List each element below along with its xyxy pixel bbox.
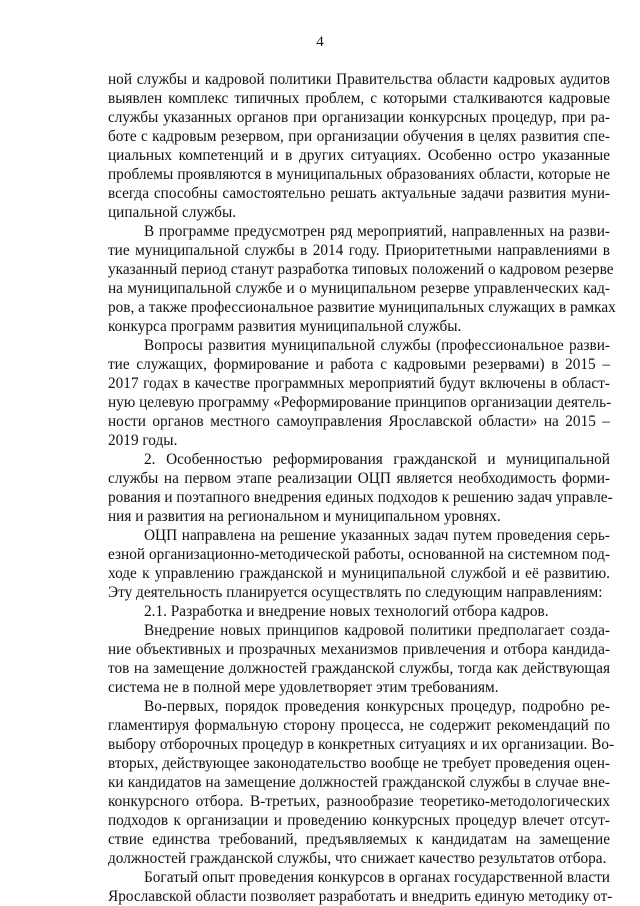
text-line: Ярославской области позволяет разработать и внедрить единую методику от- xyxy=(108,888,613,905)
text-line: тие муниципальной службы в 2014 году. Приоритетными направлениями в xyxy=(108,242,610,259)
text-line: ной службы и кадровой политики Правительства области кадровых аудитов xyxy=(108,71,610,88)
text-line: должностей гражданской службы, что снижает качество результатов отбора. xyxy=(108,850,607,867)
text-line: Во-первых, порядок проведения конкурсных процедур, подробно ре- xyxy=(144,698,610,715)
text-line: гламентируя формальную сторону процесса, не содержит рекомендаций по xyxy=(108,717,610,734)
text-line: Богатый опыт проведения конкурсов в органах государственной власти xyxy=(144,869,610,886)
text-line: ОЦП направлена на решение указанных задач путем проведения серь- xyxy=(144,527,610,544)
text-line: Эту деятельность планируется осуществлять по следующим направлениям: xyxy=(108,584,603,601)
text-line: тие служащих, формирование и работа с кадровыми резервами) в 2015 – xyxy=(108,356,610,373)
text-line: указанный период станут разработка типовых положений о кадровом резерве xyxy=(108,261,614,278)
text-line: ние объективных и прозрачных механизмов привлечения и отбора кандида- xyxy=(108,641,610,658)
text-line: ную целевую программу «Реформирование принципов организации деятель- xyxy=(108,394,612,411)
text-line: проблемы проявляются в муниципальных образованиях области, которые не xyxy=(108,166,610,183)
text-line: ности органов местного самоуправления Ярославской области» на 2015 – xyxy=(108,413,610,430)
text-line: ров, а также профессиональное развитие муниципальных служащих в рамках xyxy=(108,299,616,316)
text-line: боте с кадровым резервом, при организации обучения в целях развития спе- xyxy=(108,128,610,145)
text-line: рования и поэтапного внедрения единых подходов к решению задач управле- xyxy=(108,489,613,506)
text-line: 2. Особенностью реформирования гражданской и муниципальной xyxy=(144,451,610,468)
text-line: выбору отборочных процедур в конкретных ситуациях и их организации. Во- xyxy=(108,736,615,753)
text-line: система не в полной мере удовлетворяет этим требованиям. xyxy=(108,679,499,696)
text-line: службы указанных органов при организации конкурсных процедур, при ра- xyxy=(108,109,610,126)
text-line: конкурса программ развития муниципальной службы. xyxy=(108,318,462,335)
text-line: Внедрение новых принципов кадровой политики предполагает созда- xyxy=(144,622,610,639)
text-line: службы на первом этапе реализации ОЦП является необходимость форми- xyxy=(108,470,610,487)
text-line: 2019 годы. xyxy=(108,432,178,449)
text-line: В программе предусмотрен ряд мероприятий, направленных на разви- xyxy=(144,223,610,240)
text-line: вторых, действующее законодательство вообще не требует проведения оцен- xyxy=(108,755,610,772)
text-line: на муниципальной службе и о муниципальном резерве управленческих кад- xyxy=(108,280,610,297)
text-line: 2017 годах в качестве программных мероприятий будут включены в област- xyxy=(108,375,610,392)
text-line: циальных компетенций и в других ситуациях. Особенно остро указанные xyxy=(108,147,610,164)
text-line: ки кандидатов на замещение должностей гражданской службы в случае вне- xyxy=(108,774,610,791)
text-line: выявлен комплекс типичных проблем, с которыми сталкиваются кадровые xyxy=(108,90,610,107)
text-line: конкурсного отбора. В-третьих, разнообразие теоретико-методологических xyxy=(108,793,610,810)
text-line: Вопросы развития муниципальной службы (профессиональное разви- xyxy=(144,337,610,354)
section-heading: 2.1. Разработка и внедрение новых технологий отбора кадров. xyxy=(144,603,549,620)
text-line: ципальной службы. xyxy=(108,204,237,221)
text-line: тов на замещение должностей гражданской службы, тогда как действующая xyxy=(108,660,610,677)
text-line: ствие единства требований, предъявляемых к кандидатам на замещение xyxy=(108,831,610,848)
text-line: всегда способны самостоятельно решать актуальные задачи развития муни- xyxy=(108,185,610,202)
text-line: подходов к организации и проведению конкурсных процедур влечет отсут- xyxy=(108,812,610,829)
text-line: ния и развития на региональном и муниципальном уровнях. xyxy=(108,508,501,525)
text-line: ходе к управлению гражданской и муниципальной службой и её развитию. xyxy=(108,565,610,582)
page-number: 4 xyxy=(316,34,324,50)
text-line: езной организационно-методической работы, основанной на системном под- xyxy=(108,546,610,563)
